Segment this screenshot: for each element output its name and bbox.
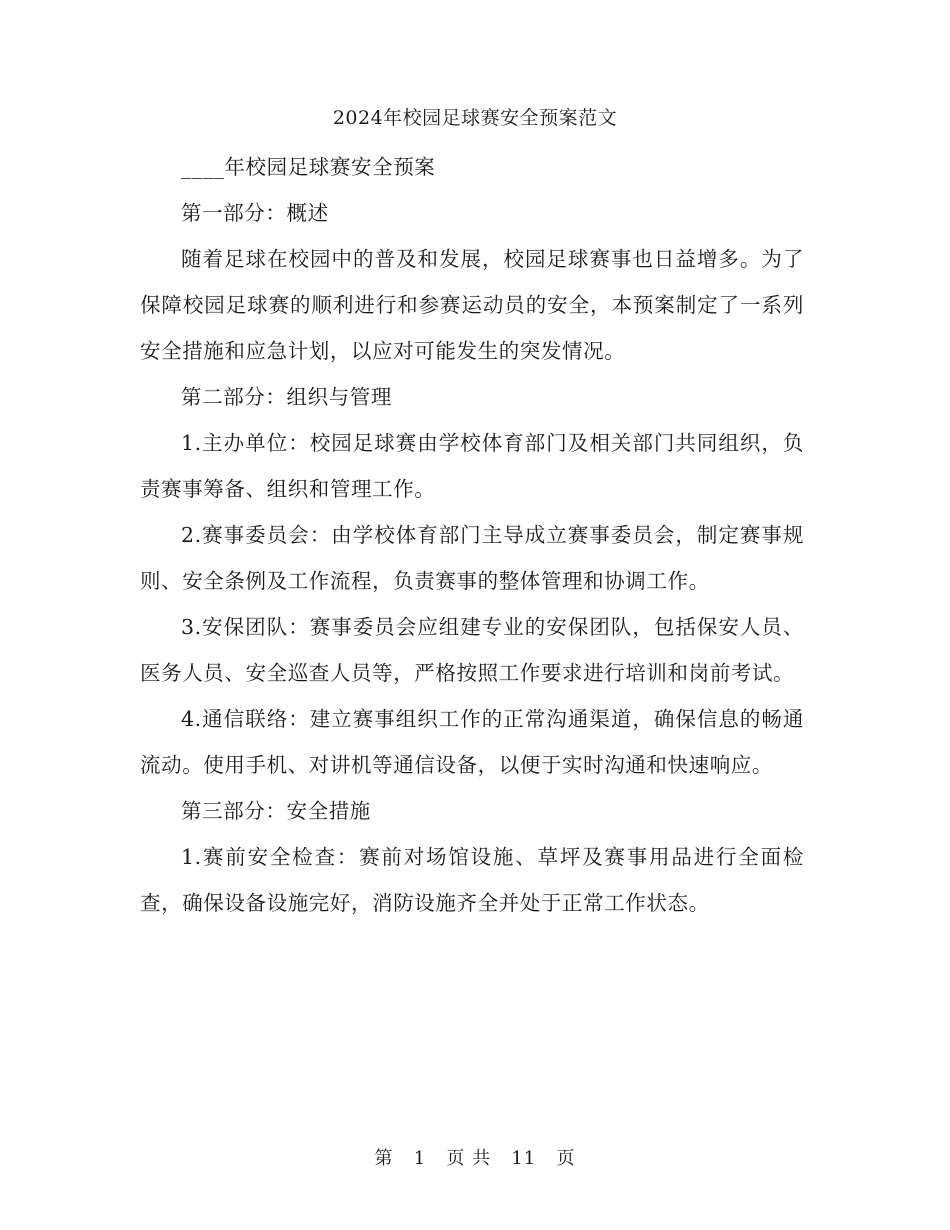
subtitle-paragraph: ____年校园足球赛安全预案 <box>181 155 436 179</box>
section-heading-2: 第二部分：组织与管理 <box>181 385 392 409</box>
page-label-mid: 页 共 <box>446 1148 492 1169</box>
page-label-suffix: 页 <box>556 1148 576 1169</box>
overview-paragraph: 随着足球在校园中的普及和发展，校园足球赛事也日益增多。为了保障校园足球赛的顺利进行和参赛运动员的安全，本预案制定了一系列安全措施和应急计划，以应对可能发生的突发情况。 <box>140 247 804 363</box>
security-team-paragraph: 3.安保团队：赛事委员会应组建专业的安保团队，包括保安人员、医务人员、安全巡查人员等，严格按照工作要求进行培训和岗前考试。 <box>140 615 804 685</box>
committee-paragraph: 2.赛事委员会：由学校体育部门主导成立赛事委员会，制定赛事规则、安全条例及工作流程，负责赛事的整体管理和协调工作。 <box>140 523 804 593</box>
communication-paragraph: 4.通信联络：建立赛事组织工作的正常沟通渠道，确保信息的畅通流动。使用手机、对讲机等通信设备，以便于实时沟通和快速响应。 <box>140 707 804 777</box>
organizer-paragraph: 1.主办单位：校园足球赛由学校体育部门及相关部门共同组织，负责赛事筹备、组织和管理工作。 <box>140 431 804 501</box>
page-label-prefix: 第 <box>374 1148 394 1169</box>
pre-match-check-paragraph: 1.赛前安全检查：赛前对场馆设施、草坪及赛事用品进行全面检查，确保设备设施完好，消防设施齐全并处于正常工作状态。 <box>140 845 804 915</box>
section-heading-3: 第三部分：安全措施 <box>181 799 371 823</box>
section-heading-1: 第一部分：概述 <box>181 201 329 225</box>
current-page-number: 1 <box>413 1148 427 1169</box>
total-pages-number: 11 <box>511 1148 537 1169</box>
document-title: 2024年校园足球赛安全预案范文 <box>332 107 618 129</box>
page-footer <box>0 1147 950 1171</box>
document-body <box>140 144 804 926</box>
